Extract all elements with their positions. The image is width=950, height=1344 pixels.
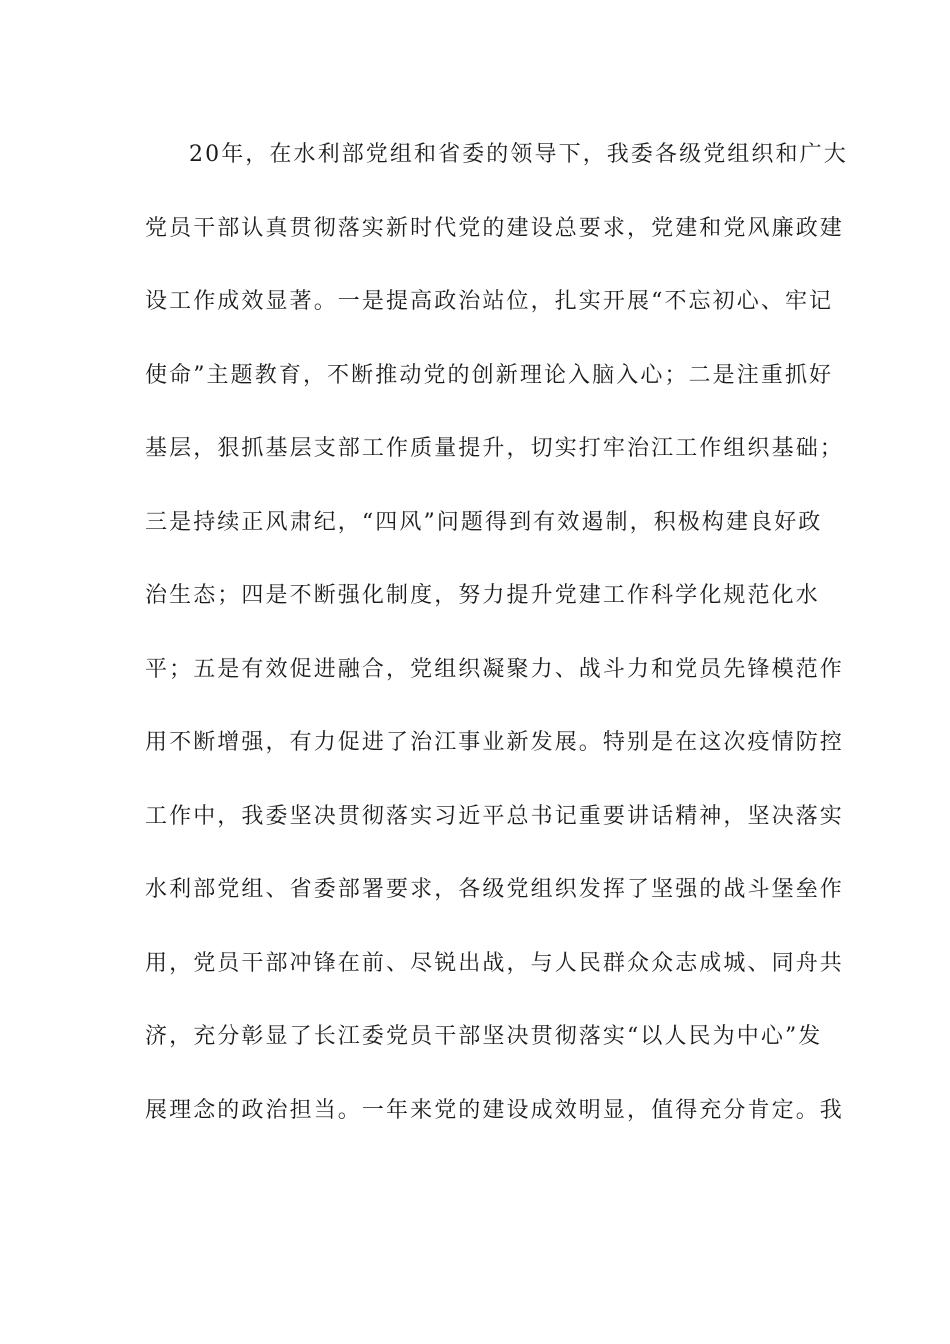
text-line: 济，充分彰显了长江委党员干部坚决贯彻落实“以人民为中心”发 bbox=[145, 1024, 823, 1049]
text-line: 水利部党组、省委部署要求，各级党组织发挥了坚强的战斗堡垒作 bbox=[145, 877, 844, 902]
text-line: 展理念的政治担当。一年来党的建设成效明显，值得充分肯定。我 bbox=[145, 1097, 844, 1123]
text-line: 20年，在水利部党组和省委的领导下，我委各级党组织和广大 bbox=[189, 142, 848, 167]
text-line: 用不断增强，有力促进了治江事业新发展。特别是在这次疫情防控 bbox=[145, 730, 844, 755]
text-line: 治生态；四是不断强化制度，努力提升党建工作科学化规范化水 bbox=[145, 583, 820, 608]
text-line: 工作中，我委坚决贯彻落实习近平总书记重要讲话精神，坚决落实 bbox=[145, 803, 844, 829]
paragraph bbox=[145, 126, 848, 1155]
text-line: 三是持续正风肃纪，“四风”问题得到有效遏制，积极构建良好政 bbox=[145, 509, 823, 535]
text-line: 设工作成效显著。一是提高政治站位，扎实开展“不忘初心、牢记 bbox=[145, 289, 834, 314]
text-line: 使命”主题教育，不断推动党的创新理论入脑入心；二是注重抓好 bbox=[145, 362, 834, 388]
text-line: 平；五是有效促进融合，党组织凝聚力、战斗力和党员先锋模范作 bbox=[145, 656, 844, 682]
text-line: 基层，狠抓基层支部工作质量提升，切实打牢治江工作组织基础； bbox=[145, 436, 844, 461]
text-line: 党员干部认真贯彻落实新时代党的建设总要求，党建和党风廉政建 bbox=[145, 215, 844, 241]
text-line: 用，党员干部冲锋在前、尽锐出战，与人民群众众志成城、同舟共 bbox=[145, 950, 844, 976]
